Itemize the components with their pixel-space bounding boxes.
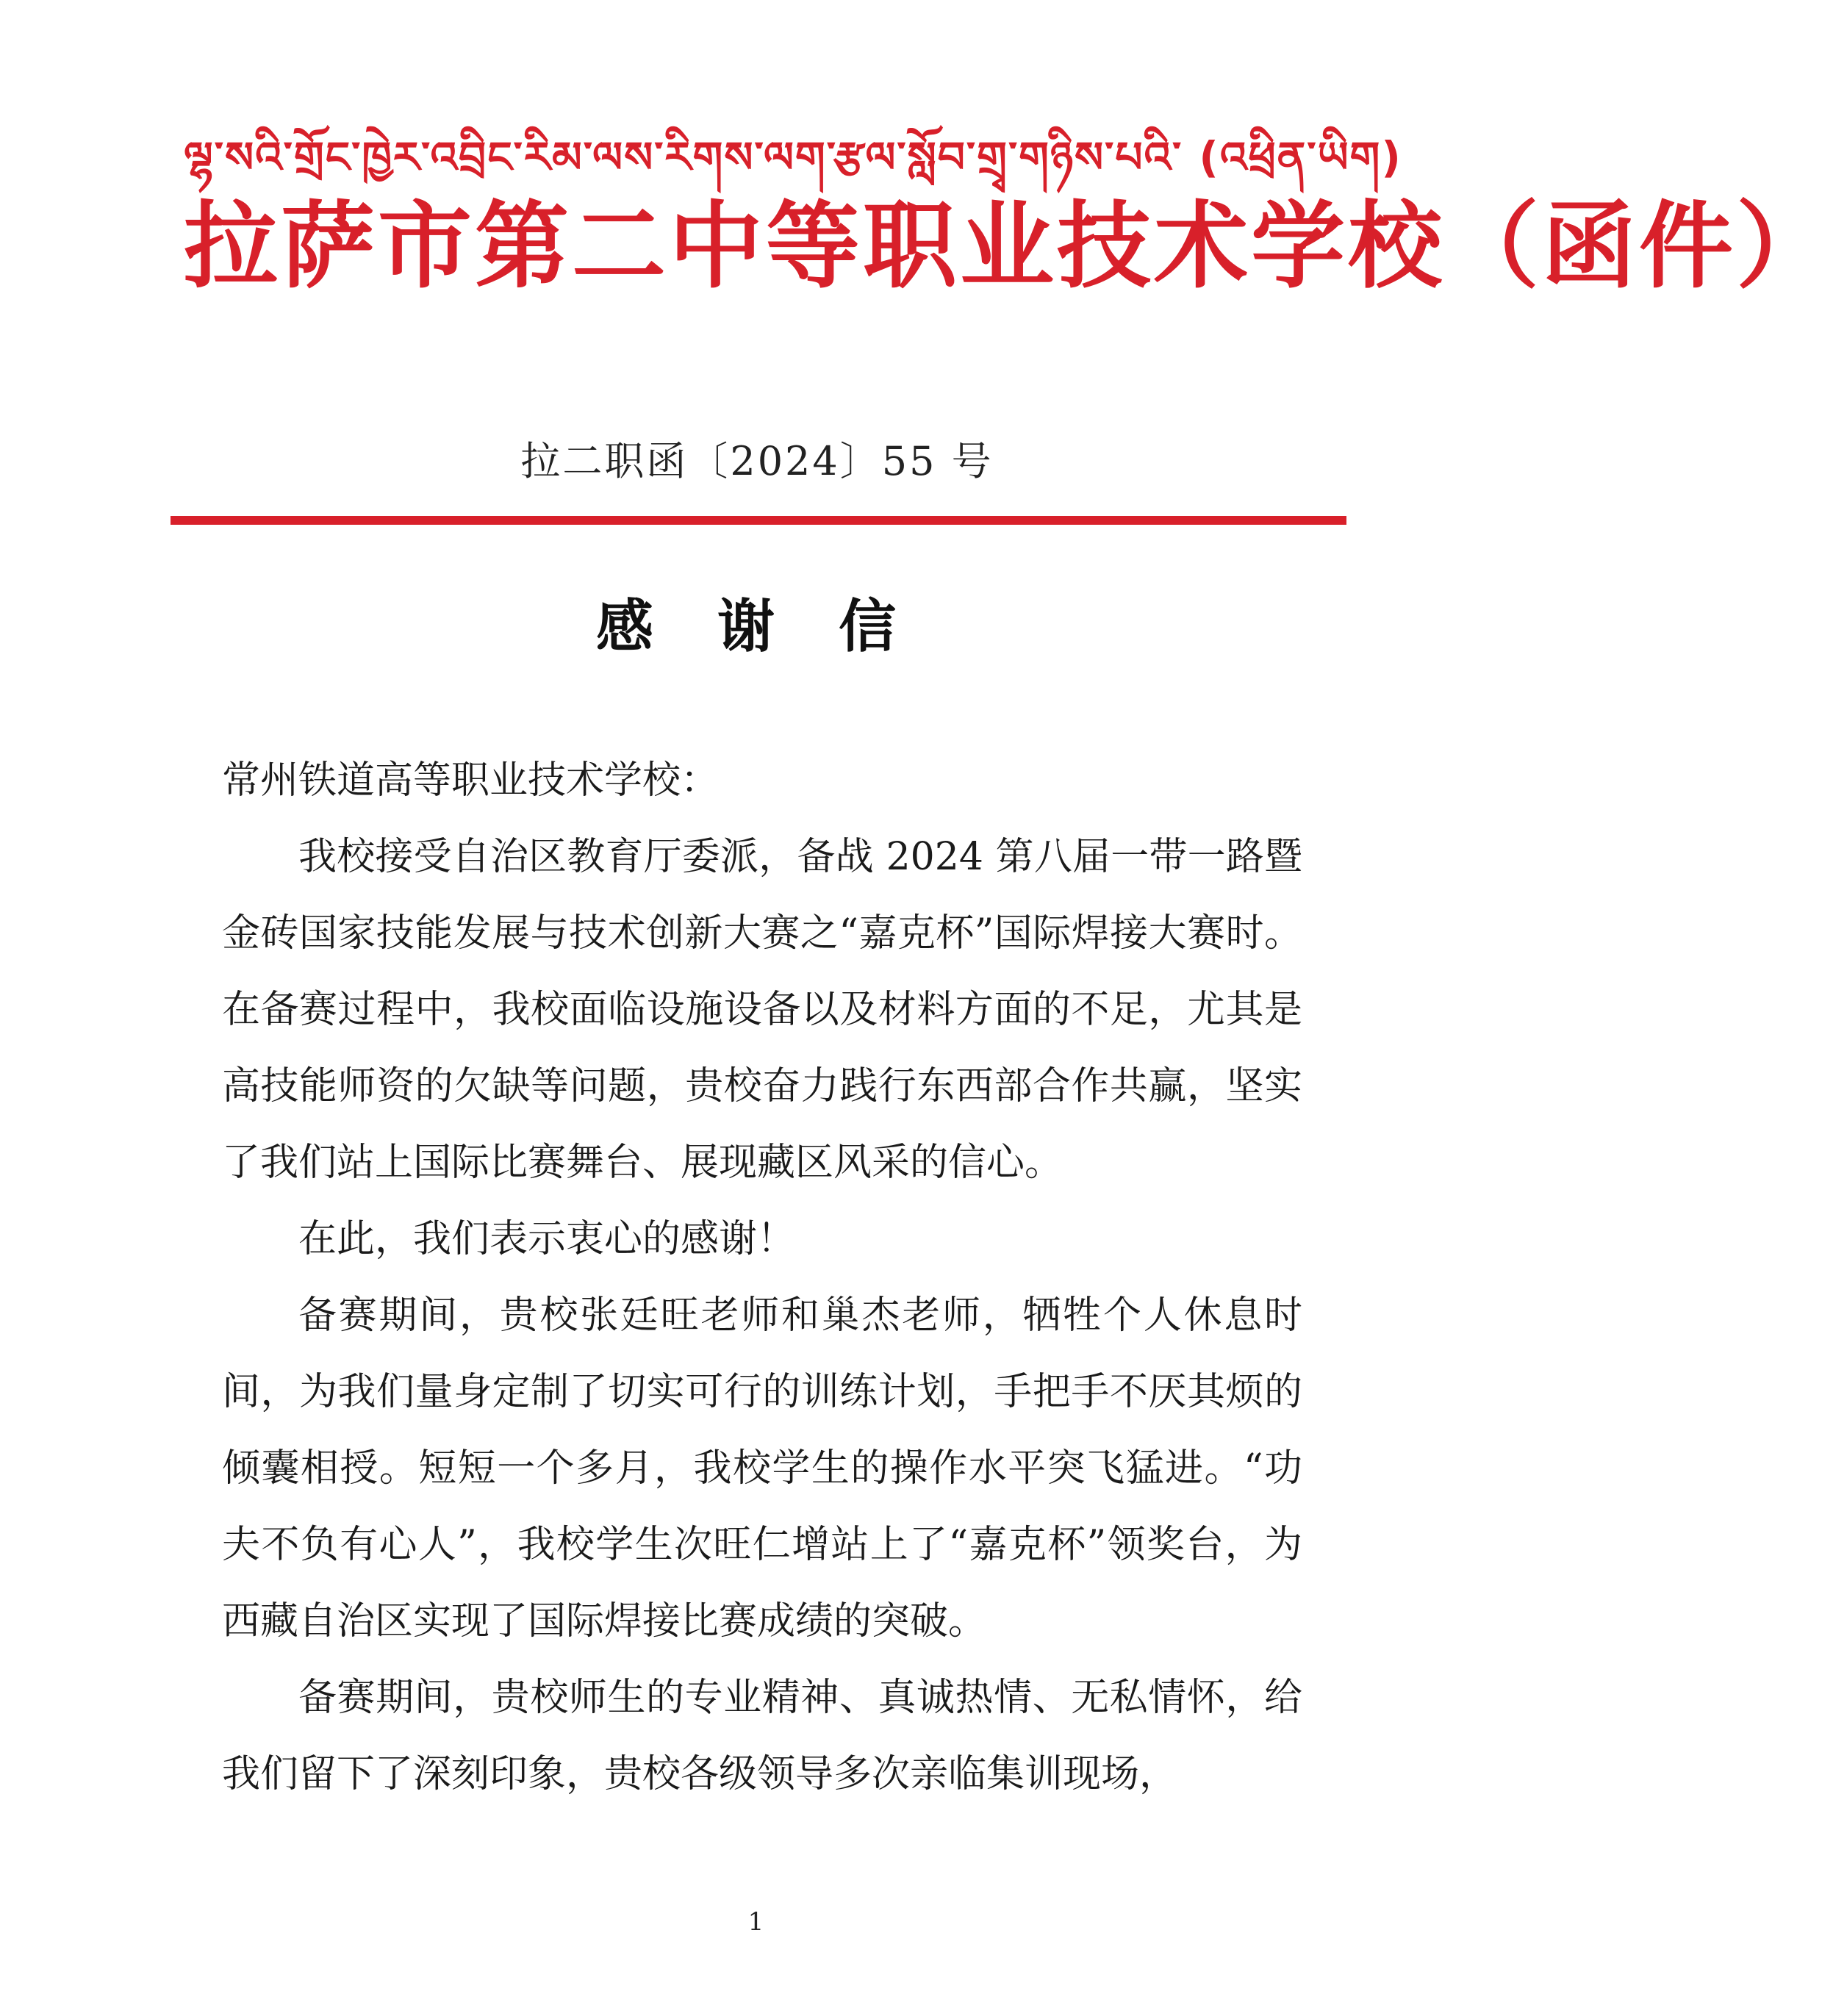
red-divider-line bbox=[171, 516, 1346, 525]
paragraph-1: 我校接受自治区教育厅委派，备战 2024 第八届一带一路暨金砖国家技能发展与技术创新大赛之“嘉克杯”国际焊接大赛时。在备赛过程中，我校面临设施设备以及材料方面的不足，尤其是高技能师资的欠缺等问题，贵校奋力践行东西部合作共赢，坚实了我们站上国际比赛舞台、展现藏区风采的信心。 bbox=[222, 835, 1302, 1185]
document-title: 感 谢 信 bbox=[595, 594, 919, 660]
document-number: 拉二职函〔2024〕55 号 bbox=[520, 438, 994, 484]
salutation: 常州铁道高等职业技术学校： bbox=[222, 758, 720, 803]
paragraph-4: 备赛期间，贵校师生的专业精神、真诚热情、无私情怀，给我们留下了深刻印象，贵校各级领导多次亲临集训现场， bbox=[222, 1676, 1302, 1796]
letterhead-tibetan-title: ལྷ་སའི་གྲོང་ཁྱེར་འབྲིང་རིམ་ལས་རིགས་ལག་རྩལ་སློབ་གྲྭ་གཉིས་པའི་ (འཕྲིན་ཡིག) bbox=[184, 132, 1402, 182]
paragraph-2: 在此，我们表示衷心的感谢！ bbox=[298, 1217, 796, 1261]
paragraph-3: 备赛期间，贵校张廷旺老师和巢杰老师，牺牲个人休息时间，为我们量身定制了切实可行的训练计划，手把手不厌其烦的倾囊相授。短短一个多月，我校学生的操作水平突飞猛进。“功夫不负有心人”，我校学生次旺仁增站上了“嘉克杯”领奖台，为西藏自治区实现了国际焊接比赛成绩的突破。 bbox=[222, 1294, 1302, 1643]
letterhead-chinese-title: 拉萨市第二中等职业技术学校（函件） bbox=[184, 192, 1833, 301]
page-number: 1 bbox=[747, 1907, 764, 1937]
letter-body bbox=[222, 742, 1302, 1812]
